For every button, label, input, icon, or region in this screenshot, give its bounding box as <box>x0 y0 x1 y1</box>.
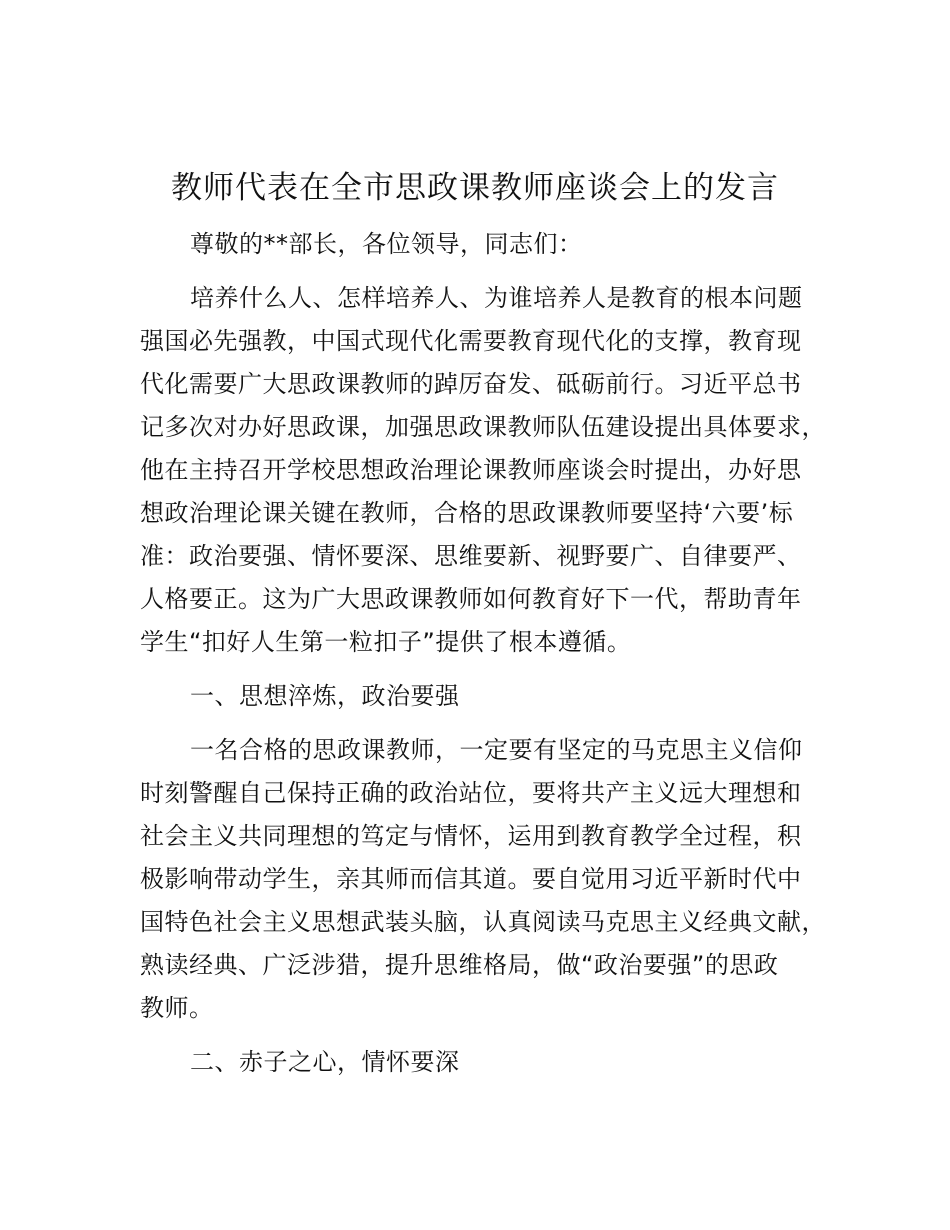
section-2-heading: 二、赤子之心，情怀要深 <box>190 1048 460 1076</box>
intro-line-8: 人格要正。这为广大思政课教师如何教育好下一代，帮助青年 <box>140 585 802 613</box>
section-1-line-2: 时刻警醒自己保持正确的政治站位，要将共产主义远大理想和 <box>140 779 802 807</box>
intro-line-4: 记多次对办好思政课，加强思政课教师队伍建设提出具体要求， <box>140 413 826 441</box>
intro-line-7: 准：政治要强、情怀要深、思维要新、视野要广、自律要严、 <box>140 542 802 570</box>
section-1-line-4: 极影响带动学生，亲其师而信其道。要自觉用习近平新时代中 <box>140 865 802 893</box>
intro-line-1: 培养什么人、怎样培养人、为谁培养人是教育的根本问题 <box>190 284 803 312</box>
section-1-line-7: 教师。 <box>140 994 214 1022</box>
intro-line-5: 他在主持召开学校思想政治理论课教师座谈会时提出，办好思 <box>140 456 802 484</box>
intro-line-6: 想政治理论课关键在教师，合格的思政课教师要坚持‘六要’标 <box>140 499 794 527</box>
section-1-line-6: 熟读经典、广泛涉猎，提升思维格局，做“政治要强”的思政 <box>140 951 779 979</box>
intro-line-3: 代化需要广大思政课教师的踔厉奋发、砥砺前行。习近平总书 <box>140 370 802 398</box>
section-1-line-5: 国特色社会主义思想武装头脑，认真阅读马克思主义经典文献， <box>140 908 826 936</box>
salutation: 尊敬的**部长，各位领导，同志们： <box>190 230 583 258</box>
document-title: 教师代表在全市思政课教师座谈会上的发言 <box>171 170 779 206</box>
intro-line-9: 学生“扣好人生第一粒扣子”提供了根本遵循。 <box>140 628 632 656</box>
section-1-line-3: 社会主义共同理想的笃定与情怀，运用到教育教学全过程，积 <box>140 822 802 850</box>
section-1-line-1: 一名合格的思政课教师，一定要有坚定的马克思主义信仰 <box>190 736 803 764</box>
intro-line-2: 强国必先强教，中国式现代化需要教育现代化的支撑，教育现 <box>140 327 802 355</box>
section-1-heading: 一、思想淬炼，政治要强 <box>190 682 460 710</box>
